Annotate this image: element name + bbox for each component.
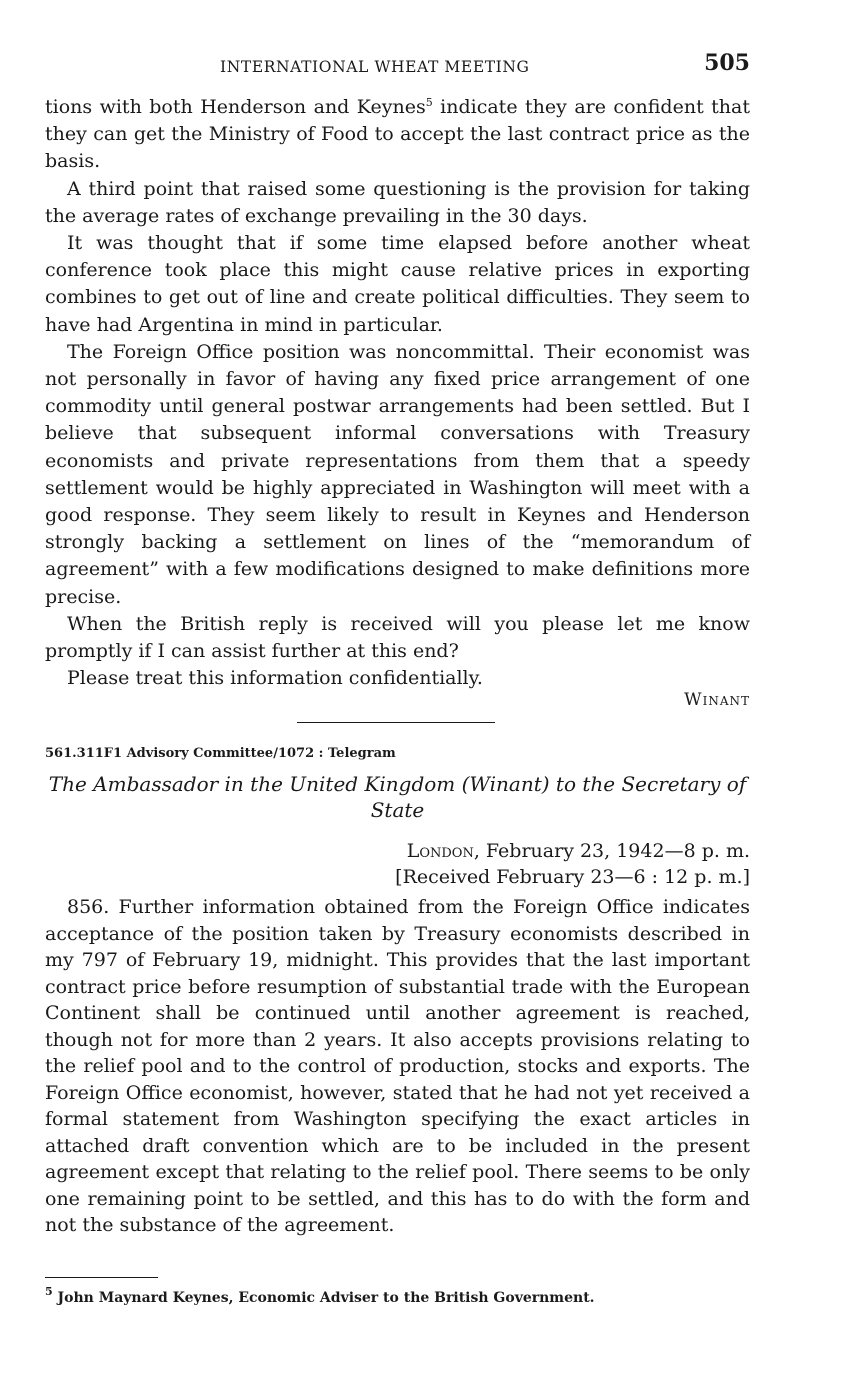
footnote-text: John Maynard Keynes, Economic Adviser to the British Government.: [57, 1290, 595, 1306]
dateline: [395, 838, 750, 890]
paragraph-confidential: Please treat this information confidentially.: [67, 667, 483, 690]
running-head: [45, 50, 750, 80]
dateline-received: [Received February 23—6 : 12 p. m.]: [395, 866, 750, 888]
telegram-body: [45, 894, 750, 1239]
paragraph-continued: [45, 94, 750, 176]
footnote-reference: 5: [425, 96, 433, 109]
footnote: [45, 1285, 750, 1308]
continuation-text: [45, 94, 750, 692]
telegram-paragraph: 856. Further information obtained from the Foreign Office indicates acceptance of the position taken by Treasury economists described in my 797 of February 19, midnight. This provides that the last important contract price before resumption of substantial trade with the European Continent shall be continued until another agreement is reached, though not for more than 2 years. It also accepts provisions relating to the relief pool and to the control of production, stocks and exports. The Foreign Office economist, however, stated that he had not yet received a formal statement from Washington specifying the exact articles in attached draft convention which are to be included in the present agreement except that relating to the relief pool. There seems to be only one remaining point to be settled, and this has to do with the form and not the substance of the agreement.: [45, 896, 750, 1236]
dateline-date: , February 23, 1942—8 p. m.: [473, 840, 750, 862]
running-title: INTERNATIONAL WHEAT MEETING: [220, 58, 530, 76]
footnote-marker: 5: [45, 1285, 53, 1298]
dateline-sent: [395, 838, 750, 864]
dateline-place: London: [406, 840, 474, 862]
paragraph-exchange-rates: A third point that raised some questioning is the provision for taking the average rates of exchange prevailing in the 30 days.: [45, 177, 750, 227]
paragraph-british-reply: When the British reply is received will you please let me know promptly if I can assist further at this end?: [45, 612, 750, 663]
section-divider: [297, 722, 495, 723]
page-number: 505: [704, 50, 750, 76]
document-heading: The Ambassador in the United Kingdom (Winant) to the Secretary of State: [48, 772, 747, 822]
paragraph-conference-timing: It was thought that if some time elapsed before another wheat conference took place this might cause relative prices in exporting combines to get out of line and create political difficulties. They seem to have had Argentina in mind in particular.: [45, 232, 750, 336]
footnote-rule: [45, 1277, 158, 1278]
paragraph-foreign-office-position: The Foreign Office position was noncommittal. Their economist was not personally in favor of having any fixed price arrangement of one commodity until general postwar arrangements had been settled. But I believe that subsequent informal conversations with Treasury economists and private representations from them that a speedy settlement would be highly appreciated in Washington will meet with a good response. They seem likely to result in Keynes and Henderson strongly backing a settlement on lines of the “memorandum of agreement” with a few modifications designed to make definitions more precise.: [45, 340, 750, 608]
file-reference: 561.311F1 Advisory Committee/1072 : Telegram: [45, 746, 396, 761]
signature: Winant: [684, 690, 750, 710]
paragraph-text: indicate they are confident that they can get the Ministry of Food to accept the last contract price as the basis.: [45, 96, 750, 173]
paragraph-text: tions with both Henderson and Keynes: [45, 96, 426, 118]
